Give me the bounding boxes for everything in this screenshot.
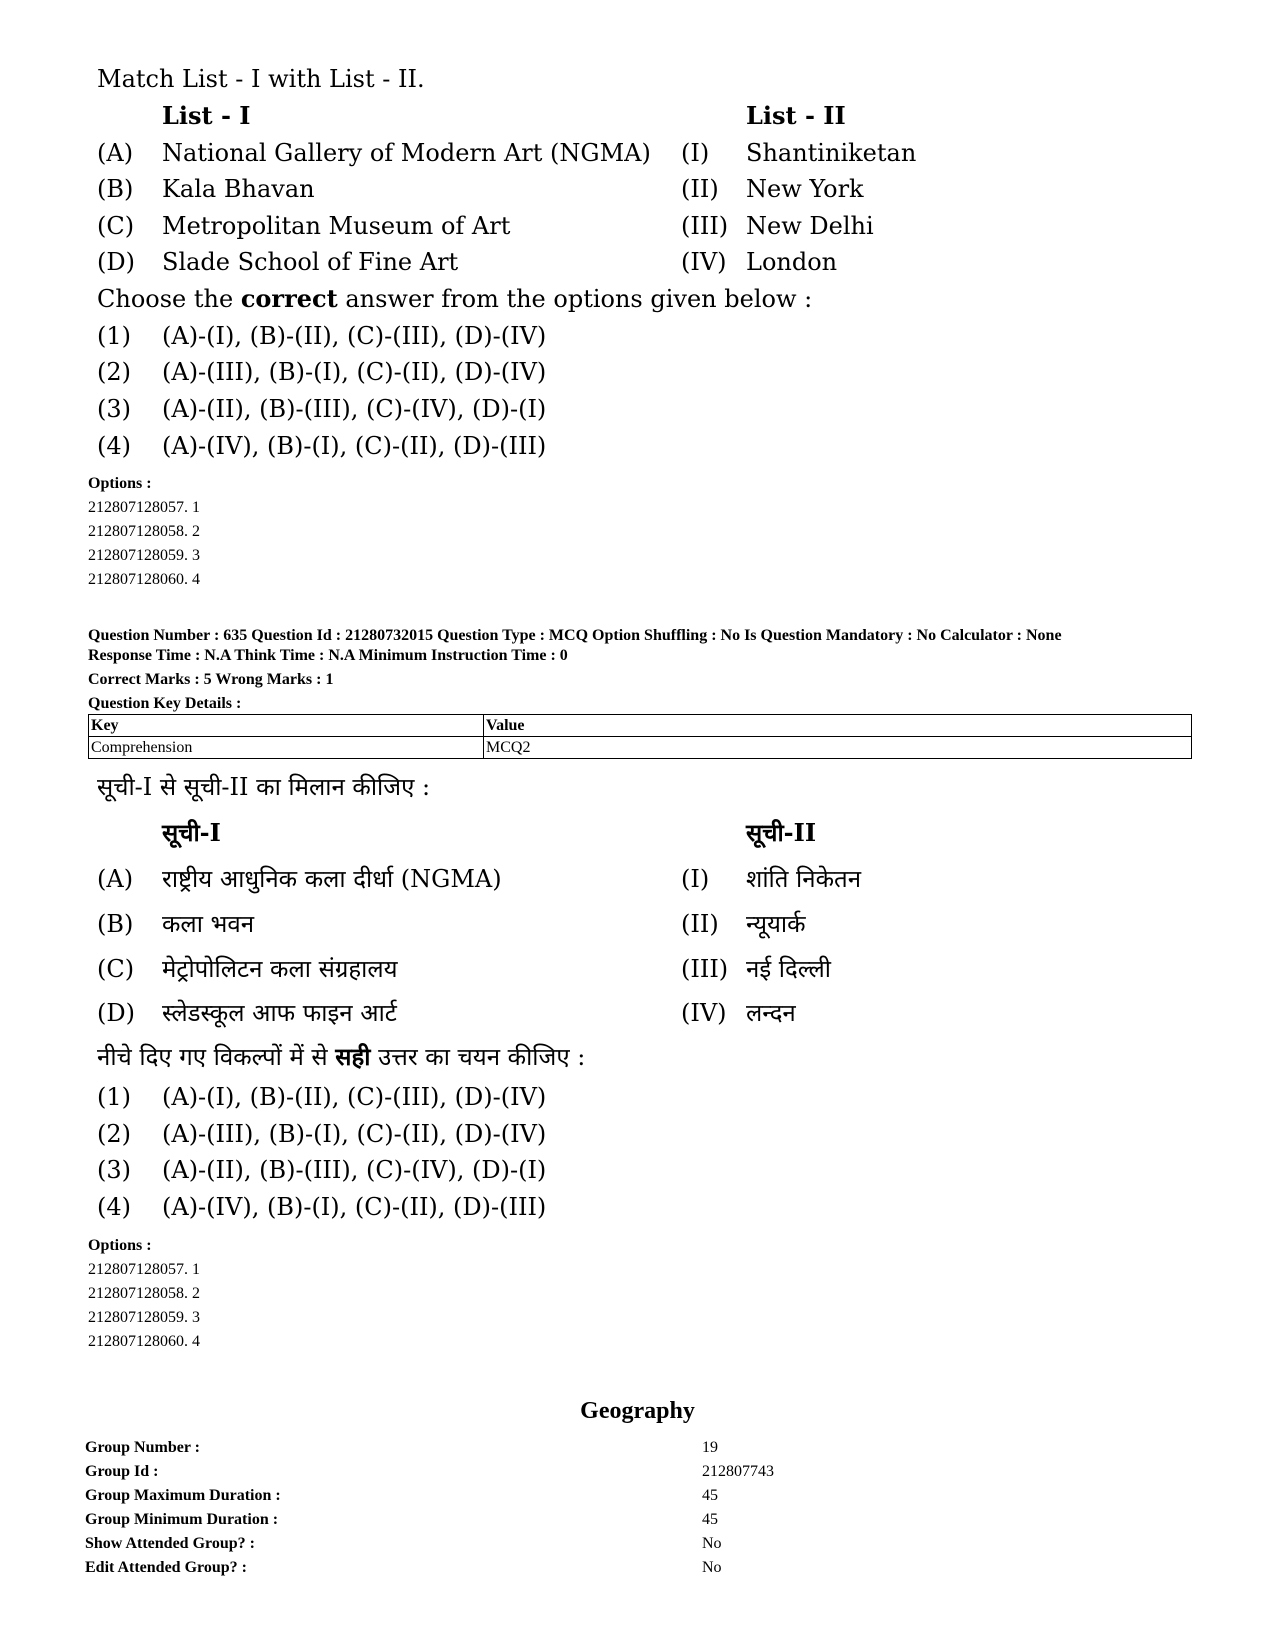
list1-key: (D) [97,248,135,276]
list2-key: (III) [681,955,729,983]
group-detail-label: Edit Attended Group? : [85,1559,247,1576]
list2-item: लन्दन [746,999,796,1027]
group-detail-value: 19 [702,1439,718,1456]
list2-item: नई दिल्ली [746,955,832,983]
question-meta-line1: Question Number : 635 Question Id : 21280732015 Question Type : MCQ Option Shuffling : No Is Question Mandatory : No Calculator : None [88,627,1062,644]
list2-item: Shantiniketan [746,139,917,167]
list1-item: मेट्रोपोलिटन कला संग्रहालय [162,955,398,983]
group-detail-label: Group Number : [85,1439,200,1456]
list1-item: National Gallery of Modern Art (NGMA) [162,139,651,167]
prompt-text: answer from the options given below : [337,285,813,313]
answer-number: (4) [97,432,131,460]
option-id: 212807128057. 1 [88,1261,200,1278]
question-marks: Correct Marks : 5 Wrong Marks : 1 [88,671,334,688]
list1-key: (B) [97,175,134,203]
list2-key: (I) [681,865,710,893]
group-detail-value: No [702,1535,722,1552]
key-details-label: Question Key Details : [88,695,242,712]
list1-item: कला भवन [162,910,255,938]
list1-key: (C) [97,212,135,240]
answer-number: (1) [97,1083,131,1111]
list2-key: (IV) [681,999,727,1027]
list1-key: (A) [97,865,134,893]
answer-number: (1) [97,322,131,350]
question-meta-line2: Response Time : N.A Think Time : N.A Minimum Instruction Time : 0 [88,647,568,664]
section-title: Geography [580,1398,695,1424]
group-detail-label: Group Maximum Duration : [85,1487,281,1504]
answer-text: (A)-(IV), (B)-(I), (C)-(II), (D)-(III) [162,432,547,460]
list2-header: List - II [746,101,846,130]
answer-number: (2) [97,358,131,386]
table-cell-value: MCQ2 [484,737,1192,759]
list1-header-hindi: सूची-I [162,818,221,847]
answer-number: (3) [97,395,131,423]
answer-number: (2) [97,1120,131,1148]
choose-answer-prompt [97,284,812,314]
list2-key: (I) [681,139,710,167]
list1-item: राष्ट्रीय आधुनिक कला दीर्धा (NGMA) [162,865,502,893]
list2-item: London [746,248,838,276]
answer-text: (A)-(II), (B)-(III), (C)-(IV), (D)-(I) [162,395,547,423]
answer-number: (4) [97,1193,131,1221]
list1-key: (D) [97,999,135,1027]
list1-header: List - I [162,101,251,130]
answer-text: (A)-(IV), (B)-(I), (C)-(II), (D)-(III) [162,1193,547,1221]
option-id: 212807128059. 3 [88,547,200,564]
option-id: 212807128058. 2 [88,523,200,540]
list1-key: (B) [97,910,134,938]
list1-key: (C) [97,955,135,983]
list1-item: Slade School of Fine Art [162,248,459,276]
group-detail-value: 45 [702,1511,718,1528]
list1-item: स्लेडस्कूल आफ फाइन आर्ट [162,999,397,1027]
table-header-row [89,715,1192,737]
list2-key: (II) [681,910,719,938]
table-header-value: Value [484,715,1192,737]
prompt-text: उत्तर का चयन कीजिए : [370,1043,586,1071]
list2-header-hindi: सूची-II [746,818,817,847]
answer-text: (A)-(I), (B)-(II), (C)-(III), (D)-(IV) [162,1083,547,1111]
list2-key: (III) [681,212,729,240]
option-id: 212807128058. 2 [88,1285,200,1302]
question-instruction-hindi: सूची-I से सूची-II का मिलान कीजिए : [97,773,431,801]
table-header-key: Key [89,715,484,737]
list2-item: शांति निकेतन [746,865,862,893]
group-detail-label: Show Attended Group? : [85,1535,255,1552]
choose-answer-prompt-hindi [97,1042,585,1072]
answer-number: (3) [97,1156,131,1184]
list2-key: (IV) [681,248,727,276]
option-id: 212807128060. 4 [88,1333,200,1350]
prompt-text: Choose the [97,285,241,313]
option-id: 212807128059. 3 [88,1309,200,1326]
list1-key: (A) [97,139,134,167]
table-row [89,737,1192,759]
prompt-bold: सही [335,1042,371,1071]
list1-item: Metropolitan Museum of Art [162,212,511,240]
group-detail-value: No [702,1559,722,1576]
option-id: 212807128060. 4 [88,571,200,588]
answer-text: (A)-(I), (B)-(II), (C)-(III), (D)-(IV) [162,322,547,350]
group-detail-value: 212807743 [702,1463,774,1480]
group-detail-value: 45 [702,1487,718,1504]
prompt-bold: correct [240,284,338,313]
group-detail-label: Group Id : [85,1463,159,1480]
group-detail-label: Group Minimum Duration : [85,1511,279,1528]
answer-text: (A)-(III), (B)-(I), (C)-(II), (D)-(IV) [162,1120,547,1148]
option-id: 212807128057. 1 [88,499,200,516]
prompt-text: नीचे दिए गए विकल्पों में से [97,1043,336,1071]
list2-item: New York [746,175,864,203]
list1-item: Kala Bhavan [162,175,315,203]
options-label: Options : [88,475,152,492]
question-instruction: Match List - I with List - II. [97,65,425,93]
list2-item: न्यूयार्क [746,910,806,938]
answer-text: (A)-(III), (B)-(I), (C)-(II), (D)-(IV) [162,358,547,386]
list2-key: (II) [681,175,719,203]
options-label: Options : [88,1237,152,1254]
list2-item: New Delhi [746,212,874,240]
key-details-table [88,714,1192,759]
table-cell-key: Comprehension [89,737,484,759]
answer-text: (A)-(II), (B)-(III), (C)-(IV), (D)-(I) [162,1156,547,1184]
